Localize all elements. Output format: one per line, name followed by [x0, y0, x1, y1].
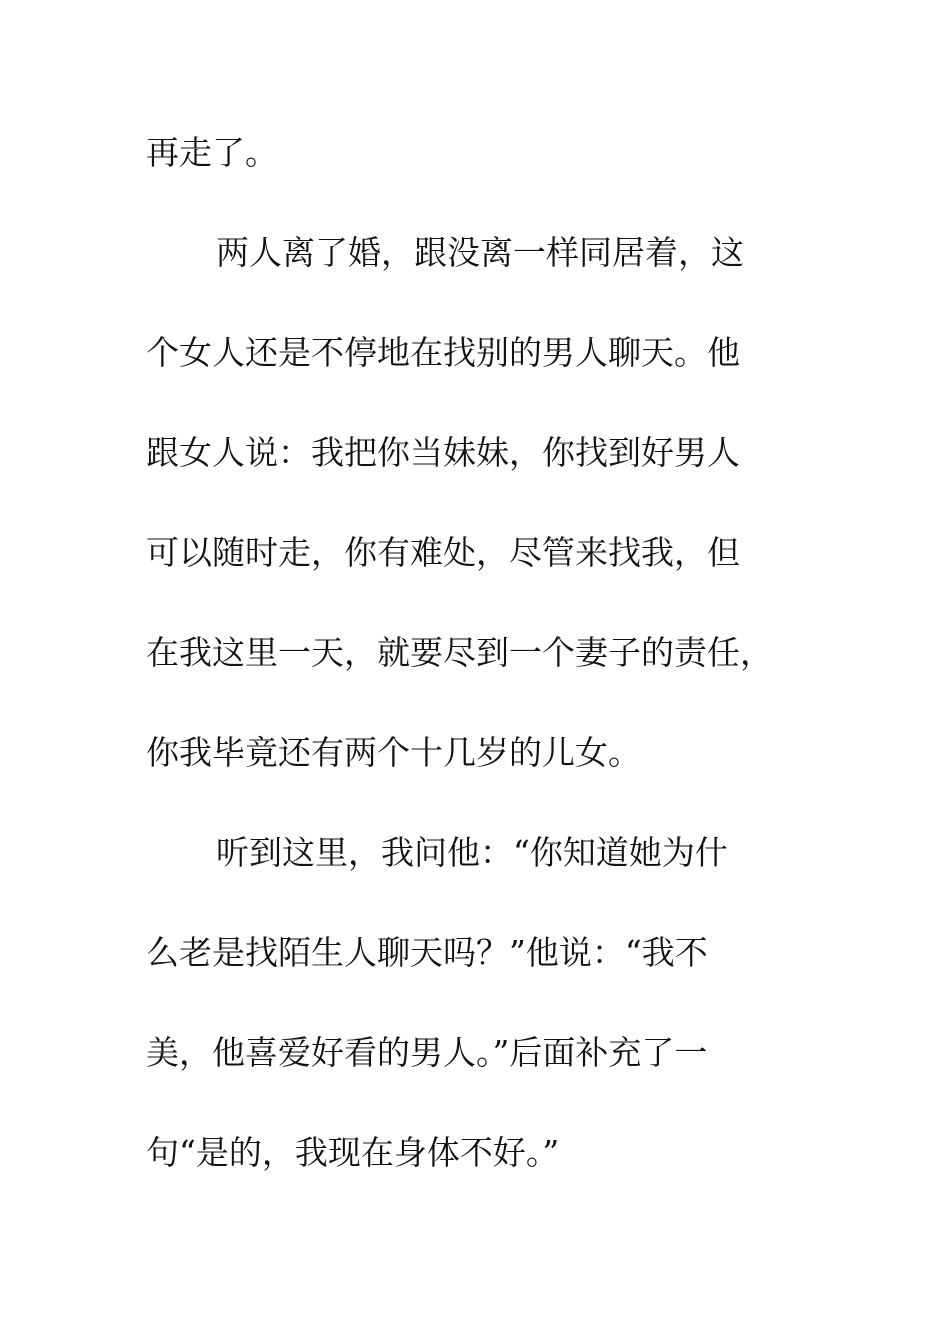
text-line-5: 可以随时走，你有难处，尽管来找我，但 [146, 533, 740, 572]
text-line-2: 两人离了婚，跟没离一样同居着，这 [216, 233, 744, 272]
text-line-8: 听到这里，我问他：“你知道她为什 [216, 833, 728, 872]
text-line-3: 个女人还是不停地在找别的男人聊天。他 [146, 333, 740, 372]
text-line-4: 跟女人说：我把你当妹妹，你找到好男人 [146, 433, 740, 472]
text-line-7: 你我毕竟还有两个十几岁的儿女。 [146, 733, 641, 772]
text-line-6: 在我这里一天，就要尽到一个妻子的责任， [146, 633, 773, 672]
text-line-11: 句“是的，我现在身体不好。” [146, 1133, 560, 1172]
text-line-10: 美，他喜爱好看的男人。”后面补充了一 [146, 1033, 708, 1072]
text-line-1: 再走了。 [146, 133, 278, 172]
text-line-9: 么老是找陌生人聊天吗？”他说：“我不 [146, 933, 708, 972]
